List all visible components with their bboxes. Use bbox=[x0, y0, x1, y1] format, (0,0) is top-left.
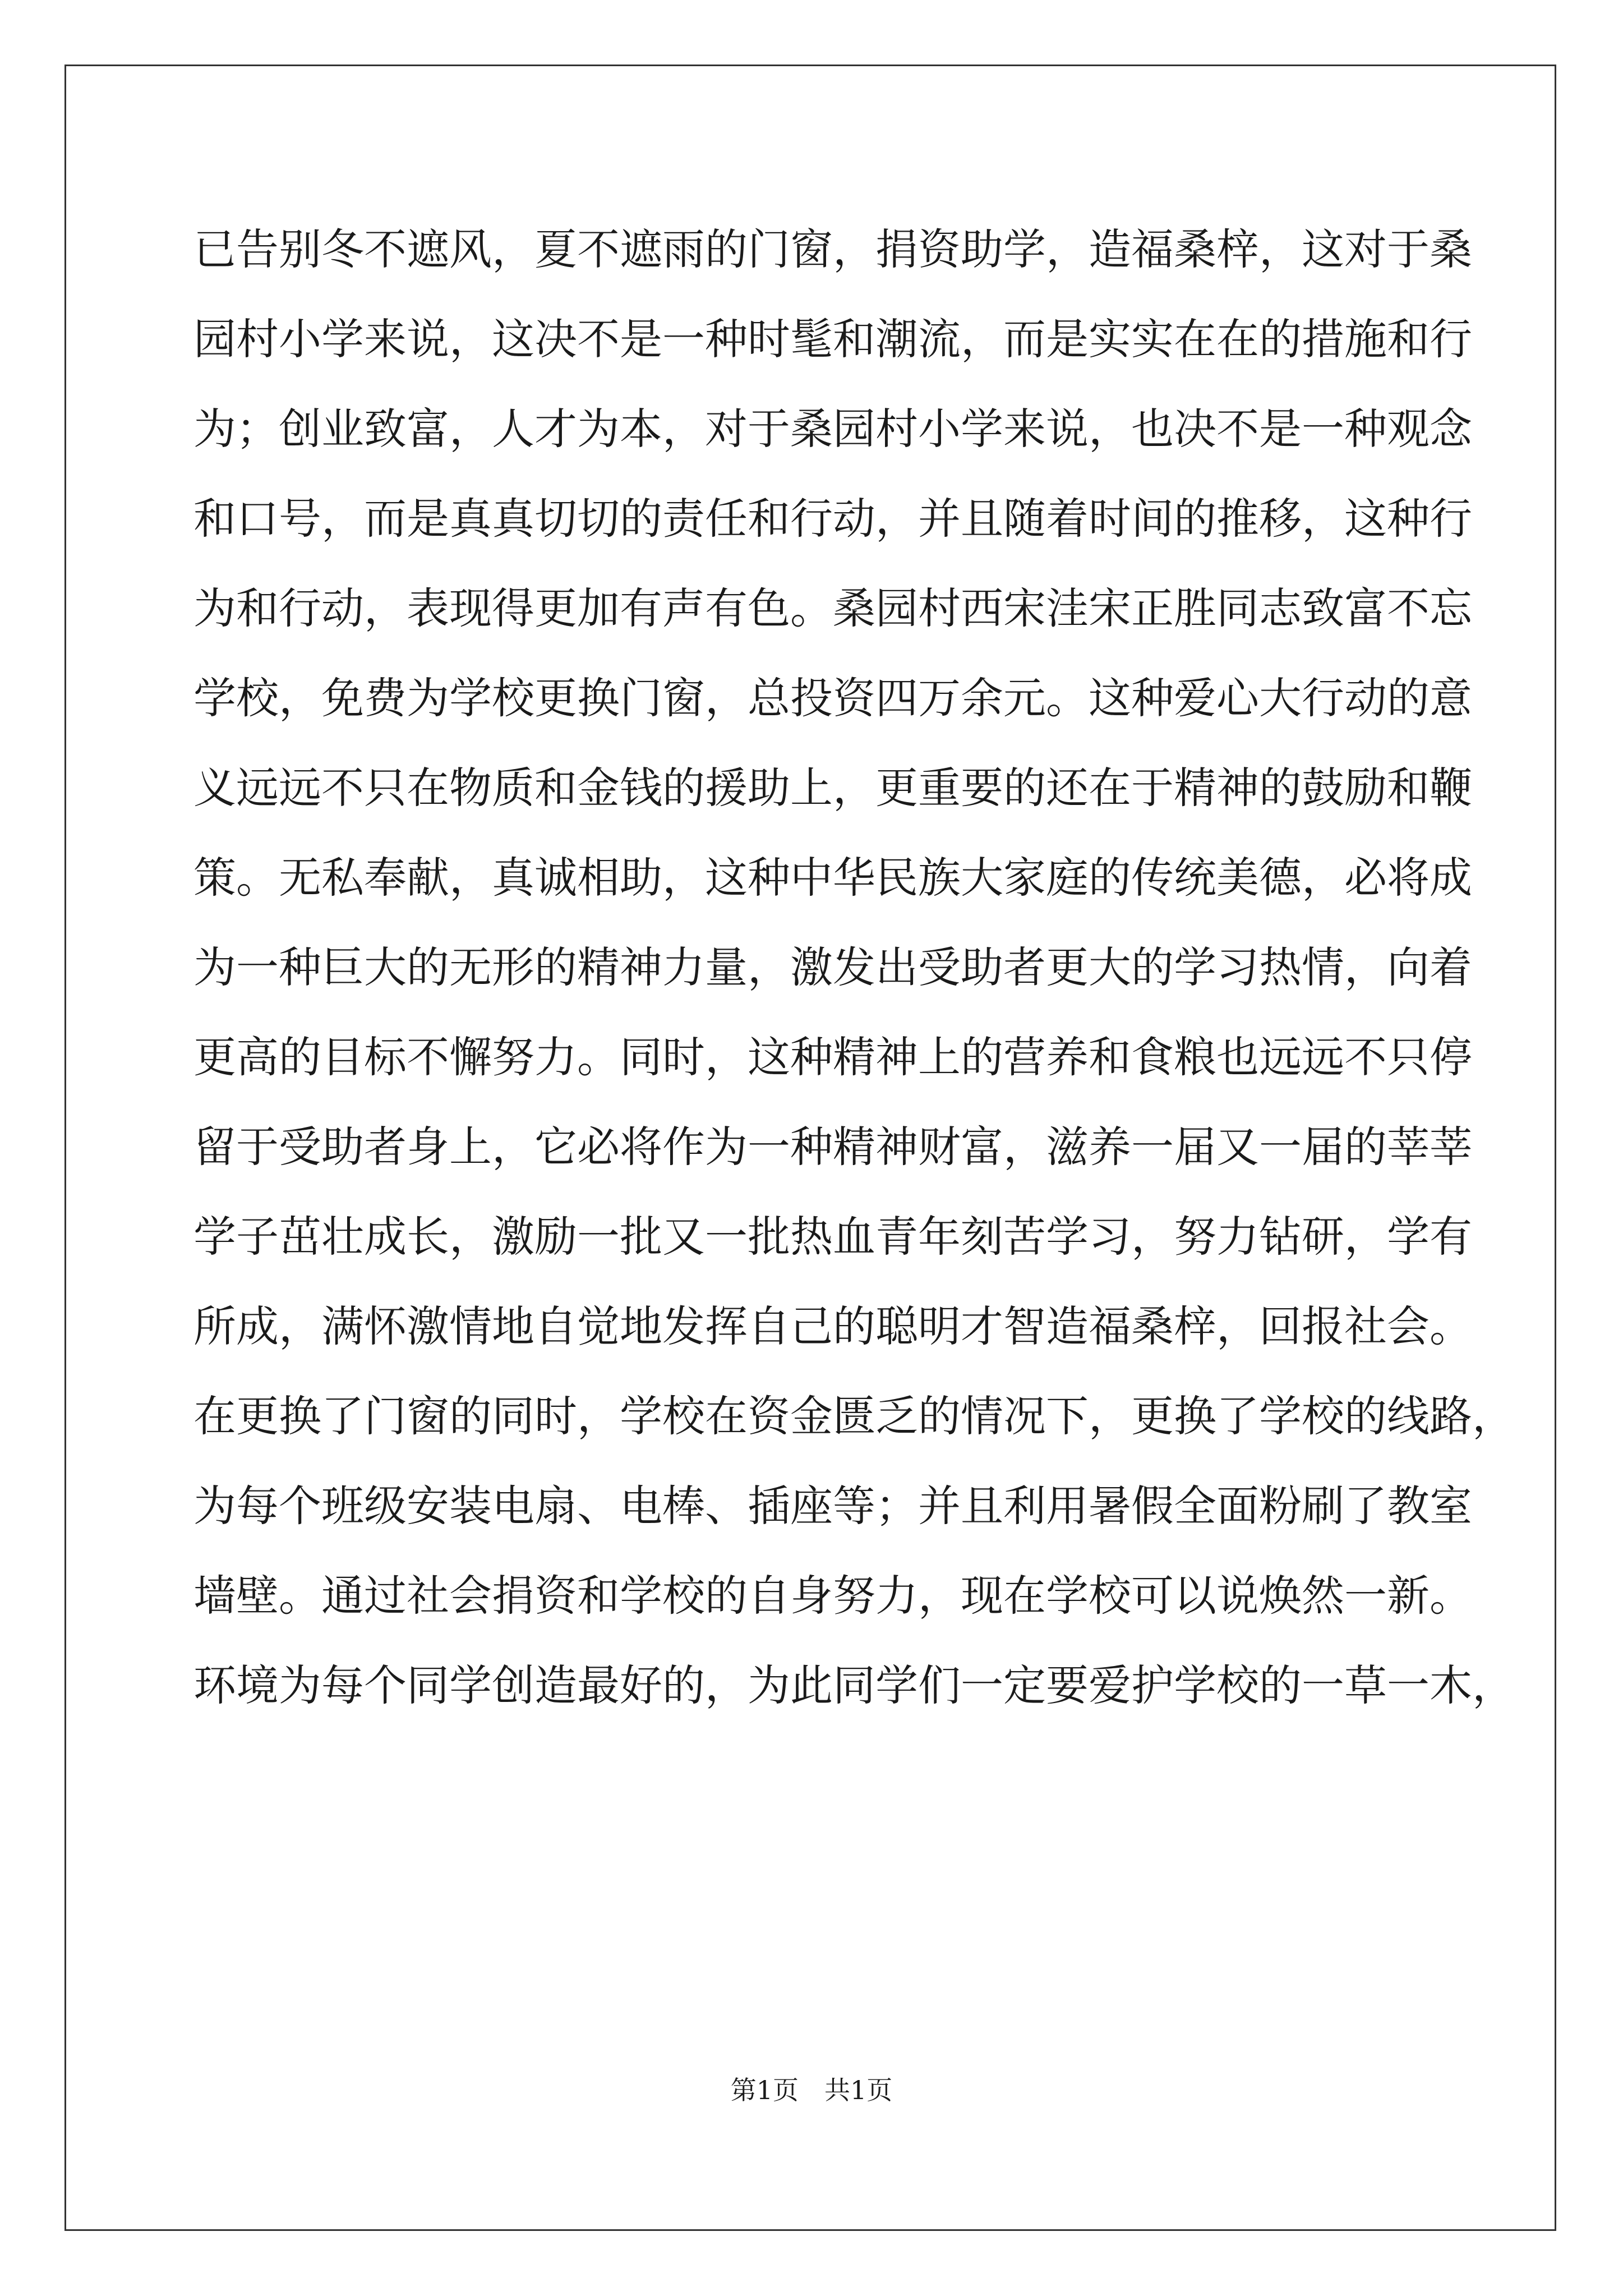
body-text bbox=[193, 205, 1515, 1731]
text-line: 义远远不只在物质和金钱的援助上，更重要的还在于精神的鼓励和鞭 bbox=[193, 763, 1472, 813]
text-line: 所成，满怀激情地自觉地发挥自己的聪明才智造福桑梓，回报社会。 bbox=[193, 1301, 1472, 1351]
text-line: 为；创业致富，人才为本，对于桑园村小学来说，也决不是一种观念 bbox=[193, 404, 1472, 454]
text-line: 和口号，而是真真切切的责任和行动，并且随着时间的推移，这种行 bbox=[193, 494, 1472, 544]
text-line: 为和行动，表现得更加有声有色。桑园村西宋洼宋正胜同志致富不忘 bbox=[193, 583, 1472, 633]
text-line: 墙壁。通过社会捐资和学校的自身努力，现在学校可以说焕然一新。 bbox=[193, 1571, 1472, 1621]
text-line: 策。无私奉献，真诚相助，这种中华民族大家庭的传统美德，必将成 bbox=[193, 853, 1472, 903]
page-number-footer: 第1页 共1页 bbox=[730, 2075, 893, 2105]
text-line: 在更换了门窗的同时，学校在资金匮乏的情况下，更换了学校的线路， bbox=[193, 1391, 1515, 1441]
text-line: 学子茁壮成长，激励一批又一批热血青年刻苦学习，努力钻研，学有 bbox=[193, 1212, 1472, 1262]
text-line: 园村小学来说，这决不是一种时髦和潮流，而是实实在在的措施和行 bbox=[193, 314, 1472, 364]
text-line: 学校，免费为学校更换门窗，总投资四万余元。这种爱心大行动的意 bbox=[193, 673, 1472, 723]
text-line: 环境为每个同学创造最好的，为此同学们一定要爱护学校的一草一木， bbox=[193, 1660, 1515, 1710]
text-line: 已告别冬不遮风，夏不遮雨的门窗，捐资助学，造福桑梓，这对于桑 bbox=[193, 224, 1472, 274]
text-line: 更高的目标不懈努力。同时，这种精神上的营养和食粮也远远不只停 bbox=[193, 1032, 1472, 1082]
text-line: 留于受助者身上，它必将作为一种精神财富，滋养一届又一届的莘莘 bbox=[193, 1122, 1472, 1172]
text-line: 为一种巨大的无形的精神力量，激发出受助者更大的学习热情，向着 bbox=[193, 942, 1472, 992]
text-line: 为每个班级安装电扇、电棒、插座等；并且利用暑假全面粉刷了教室 bbox=[193, 1481, 1472, 1531]
